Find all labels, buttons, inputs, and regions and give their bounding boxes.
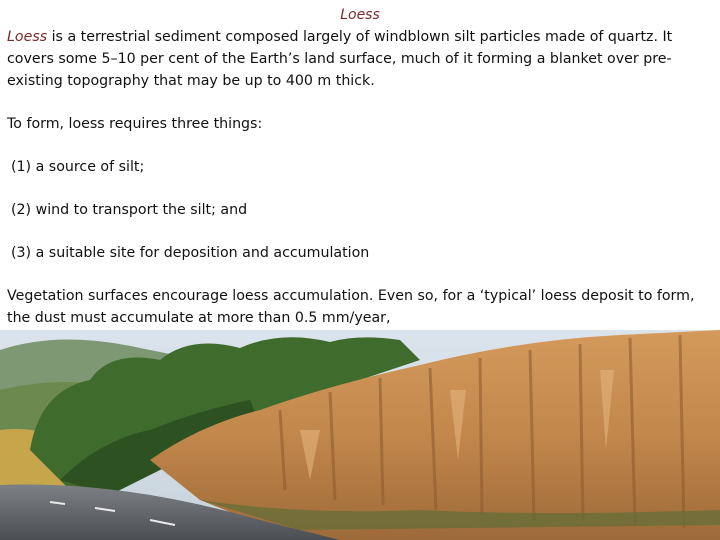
requirement-item-3: (3) a suitable site for deposition and accumulation — [11, 245, 370, 261]
requirements-intro: To form, loess requires three things: — [7, 116, 263, 132]
closing-paragraph: Vegetation surfaces encourage loess accumulation. Even so, for a ‘typical’ loess deposit to form, the dust must accumulate at more than 0.5 mm/year, — [7, 288, 695, 326]
intro-paragraph — [7, 26, 713, 92]
requirement-item-2: (2) wind to transport the silt; and — [11, 202, 248, 218]
requirement-item-1: (1) a source of silt; — [11, 159, 145, 175]
loess-term: Loess — [7, 29, 48, 45]
intro-text: is a terrestrial sediment composed largely of windblown silt particles made of quartz. It covers some 5–10 per cent of the Earth’s land surface, much of it forming a blanket over pre-existing topography that may be up to 400 m thick. — [7, 29, 673, 89]
loess-cliff-photo — [0, 330, 720, 540]
slide-title: Loess — [340, 7, 380, 23]
